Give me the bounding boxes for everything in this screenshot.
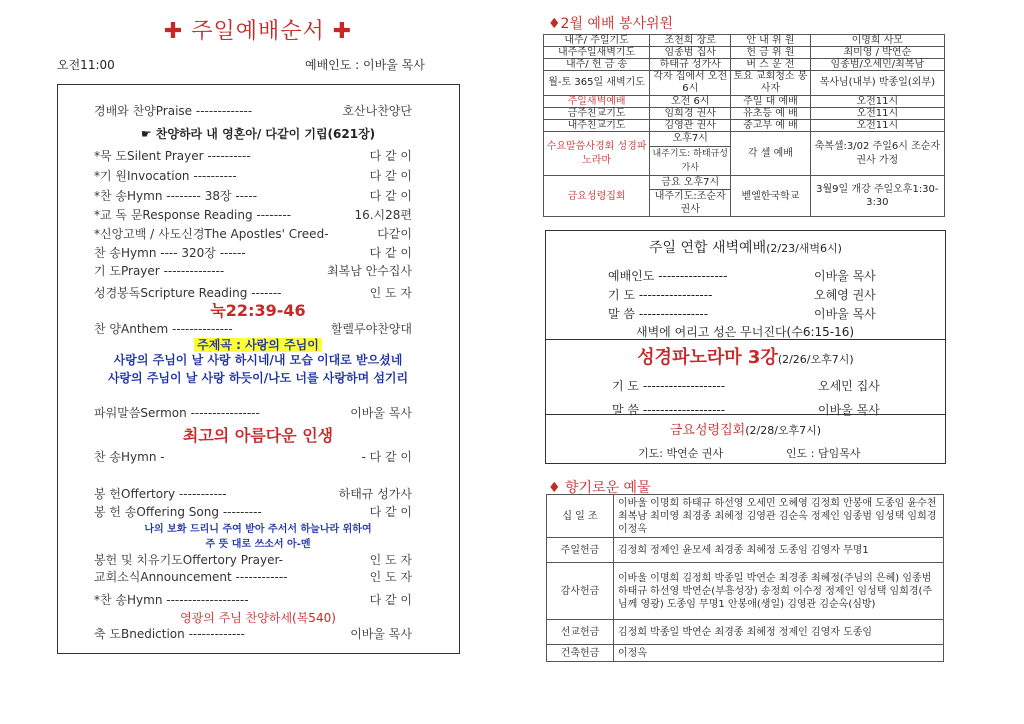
order-item: 교회소식Announcement ------------ 인 도 자 [94,570,412,584]
closing-hymn: 영광의 주님 찬양하세(복540) [180,611,336,625]
duty-section-title: ♦2월 예배 봉사위원 [548,16,674,32]
order-item: *신앙고백 / 사도신경The Apostles' Creed- 다같이 [94,227,412,241]
table-row: 내주주일새벽기도 임종범 집사 헌 금 위 원 최미영 / 박연순 [544,47,945,59]
panorama-title: 성경파노라마 3강(2/26/오후7시) [637,347,854,368]
order-item: 봉 헌 송Offering Song --------- 다 같 이 [94,505,412,519]
friday-service: 금요성령집회(2/28/오후7시) [669,423,822,438]
order-item: 성경봉독Scripture Reading ------- 인 도 자 [94,286,412,300]
service-leader: 예배인도 : 이바울 목사 [305,58,425,72]
sermon-title: 최고의 아름다운 인생 [182,426,334,445]
service-time: 오전11:00 [57,58,115,72]
table-row: 내주친교기도 김영관 권사 중고부 예 배 오전11시 [544,120,945,132]
page-title: ✚ 주일예배순서 ✚ [163,19,353,44]
table-row: 감사헌금 이바울 이명희 김정희 박종일 박연순 최경종 최혜정(주님의 은혜) 임종범 하태규 하선영 박연순(부흥성장) 송정희 이수정 정제인 임성택 임희경(주님께 영광) 도종임 무명1 안봉애(생일) 김영관 김순옥(심방) [547,563,944,620]
order-item: *기 원Invocation ---------- 다 같 이 [94,169,412,183]
table-row: 주일새벽예배 오전 6시 주일 대 예배 오전11시 [544,96,945,108]
table-row: 건축헌금 이정옥 [547,645,944,662]
table-row: 월-토 365일 새벽기도 각자 집에서 오전 6시 토요 교회청소 봉사자 목사님(내부) 박종일(외부) [544,71,945,96]
table-row: 금주친교기도 임희경 권사 유초등 예 배 오전11시 [544,108,945,120]
table-row: 선교헌금 김정희 박종일 박연순 최경종 최혜정 정제인 김영자 도종임 [547,620,944,645]
table-row: 수요말씀사경회 성경파노라마 오후7시 내주기도: 하태규성가사 각 셀 예배 축복셀:3/02 주일6시 조순자 권사 가정 [544,132,945,176]
dawn-service-box: 주일 연합 새벽예배(2/23/새벽6시) 예배인도 ---------------- 이바울 목사 기 도 ----------------- 오혜영 권사 말 씀 ---------------- 이바울 목사 새벽에 여리고 성은 무너진다(수6:15-16) 성경파노라마 3강(2/26/오후7시) 기 도 ------------------- 오세민 집사 말 씀 ------------------- 이바울 목사 금요성령집회(2/28/오후7시) 기도: 박연순 권사 인도 : 담임목사 [545,230,946,464]
offering-song-lyrics-1: 나의 보화 드리니 주여 받아 주서서 하늘나라 위하여 [144,524,372,535]
order-item: 봉헌 및 치유기도Offertory Prayer- 인 도 자 [94,553,412,567]
duty-table [543,34,945,217]
table-row: 십 일 조 이바울 이명희 하태규 하선영 오세민 오혜영 김정희 안봉애 도종임 윤수천 최복남 최미영 최경종 최혜정 김영관 김순옥 정제인 임종범 임성택 임희경 이정옥 [547,495,944,538]
order-item: 기 도Prayer -------------- 최복남 안수집사 [94,264,412,278]
praise-theme: ☛ 찬양하라 내 영혼아/ 다같이 기립(621장) [140,127,376,141]
anthem-lyrics-2: 사랑의 주님이 날 사랑 하듯이/나도 너를 사랑하며 섬기리 [107,371,409,385]
order-item: *찬 송Hymn -------- 38장 ----- 다 같 이 [94,189,412,203]
order-item: *교 독 문Response Reading -------- 16.시28편 [94,208,412,222]
order-item: 파워말씀Sermon ---------------- 이바울 목사 [94,406,412,420]
order-item: 찬 양Anthem -------------- 할렐루야찬양대 [94,322,412,336]
offering-song-lyrics-2: 주 뜻 대로 쓰소서 아-멘 [205,539,311,550]
order-item: *묵 도Silent Prayer ---------- 다 같 이 [94,149,412,163]
table-row: 금요성령집회 금요 오후7시 내주기도:조순자권사 벧엘한국학교 3월9일 개강 주일오후1:30-3:30 [544,176,945,217]
order-item: 축 도Bnediction ------------- 이바울 목사 [94,627,412,641]
dawn-verse: 새벽에 여리고 성은 무너진다(수6:15-16) [636,325,855,339]
order-item: 찬 송Hymn - - 다 같 이 [94,450,412,464]
scripture-reference: 눅22:39-46 [210,301,306,320]
anthem-lyrics-1: 사랑의 주님이 날 사랑 하시네/내 모습 이대로 받으셨네 [113,353,403,367]
order-item: 경배와 찬양Praise ------------- 호산나찬양단 [94,104,412,118]
order-item: *찬 송Hymn ------------------- 다 같 이 [94,593,412,607]
table-row: 주일헌금 김정희 정제인 윤모세 최경종 최혜정 도종임 김영자 무명1 [547,538,944,563]
anthem-title: 주제곡 : 사랑의 주님이 [60,334,456,353]
table-row: 내주/ 헌 금 송 하태규 성가사 버 스 운 전 임종범/오세민/최복남 [544,59,945,71]
order-item: 찬 송Hymn ---- 320장 ------ 다 같 이 [94,246,412,260]
table-row: 내주/ 주일기도 조천희 장로 안 내 위 원 이명희 사모 [544,35,945,47]
offering-section-title: ♦ 향기로운 예물 [548,480,651,496]
offering-table [546,494,944,662]
order-item: 봉 헌Offertory ----------- 하태규 성가사 [94,487,412,501]
dawn-service-title: 주일 연합 새벽예배(2/23/새벽6시) [649,240,842,256]
